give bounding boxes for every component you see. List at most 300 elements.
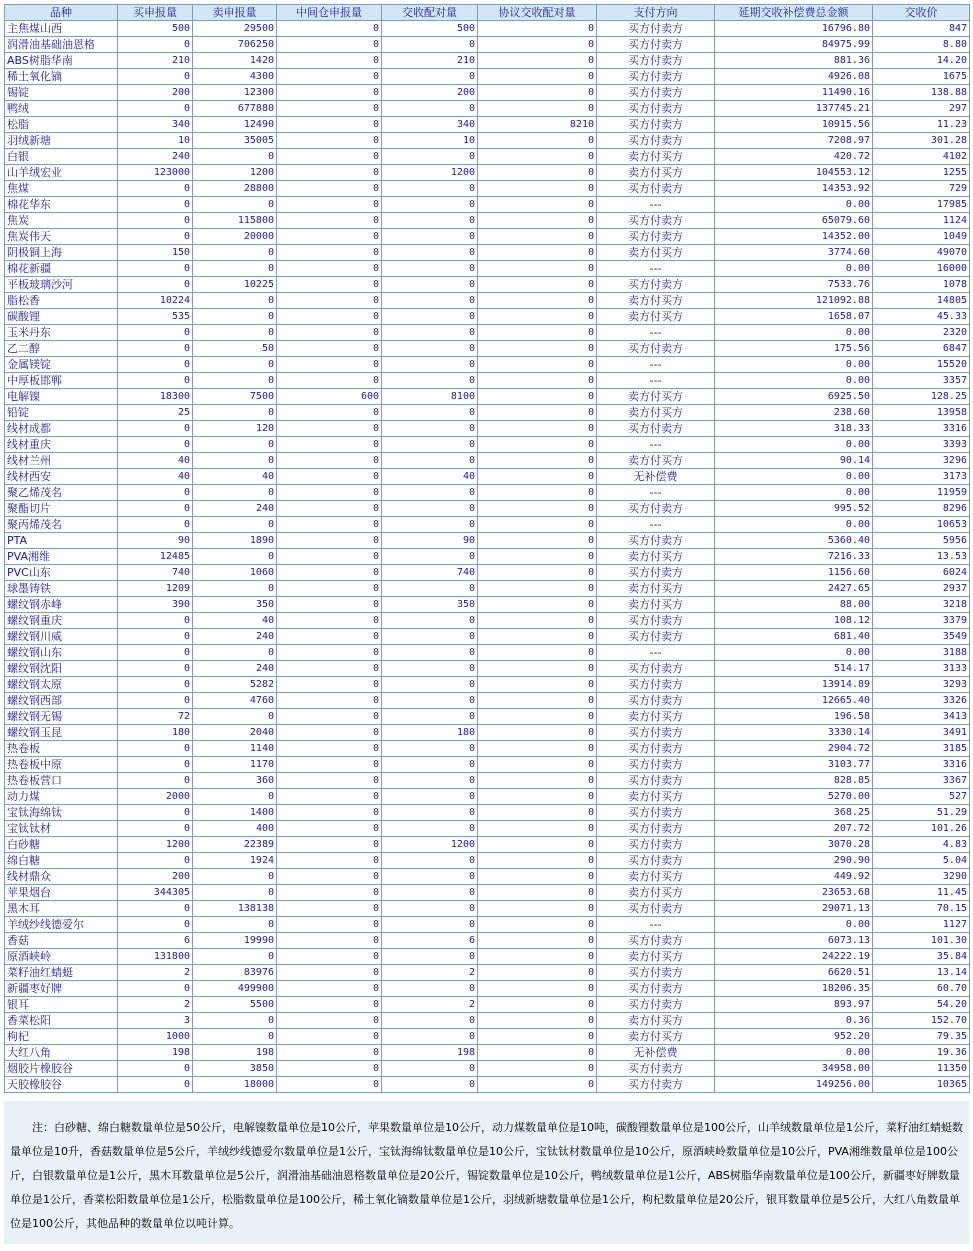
- cell-match-qty: 0: [382, 901, 478, 917]
- cell-sell-qty: 4760: [193, 693, 277, 709]
- cell-payment-direction: 买方付卖方: [597, 725, 715, 741]
- cell-middle-qty: 0: [277, 581, 382, 597]
- cell-buy-qty: 200: [118, 869, 193, 885]
- cell-agreement-qty: 0: [478, 1029, 597, 1045]
- cell-sell-qty: 115800: [193, 213, 277, 229]
- cell-sell-qty: 1170: [193, 757, 277, 773]
- cell-buy-qty: 200: [118, 85, 193, 101]
- cell-middle-qty: 0: [277, 565, 382, 581]
- cell-middle-qty: 0: [277, 549, 382, 565]
- cell-variety: 银耳: [5, 997, 118, 1013]
- cell-match-qty: 0: [382, 245, 478, 261]
- cell-variety: 螺纹钢川威: [5, 629, 118, 645]
- cell-agreement-qty: 0: [478, 85, 597, 101]
- cell-sell-qty: 0: [193, 437, 277, 453]
- cell-sell-qty: 3850: [193, 1061, 277, 1077]
- cell-match-qty: 0: [382, 69, 478, 85]
- cell-buy-qty: 180: [118, 725, 193, 741]
- cell-sell-qty: 0: [193, 357, 277, 373]
- cell-compensation: 11490.16: [715, 85, 873, 101]
- cell-variety: 螺纹钢太原: [5, 677, 118, 693]
- cell-payment-direction: 卖方付买方: [597, 309, 715, 325]
- cell-agreement-qty: 0: [478, 309, 597, 325]
- cell-sell-qty: 1890: [193, 533, 277, 549]
- cell-sell-qty: 240: [193, 501, 277, 517]
- cell-compensation: 0.00: [715, 325, 873, 341]
- cell-compensation: 6925.50: [715, 389, 873, 405]
- cell-buy-qty: 25: [118, 405, 193, 421]
- cell-buy-qty: 0: [118, 277, 193, 293]
- cell-agreement-qty: 0: [478, 37, 597, 53]
- cell-match-qty: 0: [382, 1061, 478, 1077]
- cell-match-qty: 0: [382, 773, 478, 789]
- cell-match-qty: 0: [382, 853, 478, 869]
- cell-agreement-qty: 0: [478, 581, 597, 597]
- cell-buy-qty: 2: [118, 965, 193, 981]
- cell-middle-qty: 0: [277, 949, 382, 965]
- cell-middle-qty: 0: [277, 725, 382, 741]
- delivery-table: [4, 4, 970, 1093]
- cell-agreement-qty: 0: [478, 149, 597, 165]
- cell-match-qty: 0: [382, 1013, 478, 1029]
- cell-variety: 线材兰州: [5, 453, 118, 469]
- table-row: [5, 757, 970, 773]
- cell-payment-direction: 买方付卖方: [597, 277, 715, 293]
- cell-match-qty: 0: [382, 293, 478, 309]
- cell-middle-qty: 0: [277, 1045, 382, 1061]
- cell-agreement-qty: 0: [478, 837, 597, 853]
- cell-middle-qty: 0: [277, 357, 382, 373]
- cell-agreement-qty: 0: [478, 677, 597, 693]
- cell-match-qty: 0: [382, 357, 478, 373]
- cell-payment-direction: 买方付卖方: [597, 21, 715, 37]
- cell-middle-qty: 0: [277, 165, 382, 181]
- cell-middle-qty: 0: [277, 997, 382, 1013]
- cell-payment-direction: 买方付卖方: [597, 101, 715, 117]
- cell-agreement-qty: 0: [478, 69, 597, 85]
- cell-delivery-price: 13958: [873, 405, 970, 421]
- cell-match-qty: 0: [382, 453, 478, 469]
- cell-sell-qty: 240: [193, 661, 277, 677]
- table-row: [5, 213, 970, 229]
- cell-variety: 平板玻璃沙河: [5, 277, 118, 293]
- cell-middle-qty: 0: [277, 149, 382, 165]
- table-row: [5, 1077, 970, 1093]
- cell-variety: PVC山东: [5, 565, 118, 581]
- cell-buy-qty: 0: [118, 757, 193, 773]
- cell-middle-qty: 0: [277, 213, 382, 229]
- cell-sell-qty: 706250: [193, 37, 277, 53]
- cell-match-qty: 0: [382, 1029, 478, 1045]
- cell-middle-qty: 0: [277, 645, 382, 661]
- cell-payment-direction: 买方付卖方: [597, 661, 715, 677]
- cell-compensation: 0.00: [715, 373, 873, 389]
- cell-agreement-qty: 0: [478, 277, 597, 293]
- col-header-sell-qty: 卖申报量: [193, 5, 277, 21]
- cell-payment-direction: ---: [597, 325, 715, 341]
- cell-sell-qty: 40: [193, 469, 277, 485]
- cell-sell-qty: 120: [193, 421, 277, 437]
- cell-match-qty: 740: [382, 565, 478, 581]
- cell-agreement-qty: 0: [478, 789, 597, 805]
- table-row: [5, 277, 970, 293]
- cell-agreement-qty: 0: [478, 341, 597, 357]
- cell-buy-qty: 0: [118, 693, 193, 709]
- table-row: [5, 501, 970, 517]
- cell-payment-direction: 买方付卖方: [597, 757, 715, 773]
- cell-agreement-qty: 0: [478, 181, 597, 197]
- cell-compensation: 88.00: [715, 597, 873, 613]
- cell-compensation: 7208.97: [715, 133, 873, 149]
- cell-sell-qty: 198: [193, 1045, 277, 1061]
- cell-delivery-price: 729: [873, 181, 970, 197]
- cell-middle-qty: 0: [277, 261, 382, 277]
- table-row: [5, 149, 970, 165]
- cell-delivery-price: 1127: [873, 917, 970, 933]
- cell-sell-qty: 0: [193, 789, 277, 805]
- cell-variety: PTA: [5, 533, 118, 549]
- table-row: [5, 389, 970, 405]
- cell-buy-qty: 0: [118, 661, 193, 677]
- cell-delivery-price: 45.33: [873, 309, 970, 325]
- cell-sell-qty: 0: [193, 405, 277, 421]
- cell-buy-qty: 0: [118, 501, 193, 517]
- cell-sell-qty: 400: [193, 821, 277, 837]
- cell-compensation: 893.97: [715, 997, 873, 1013]
- cell-payment-direction: 卖方付买方: [597, 453, 715, 469]
- cell-delivery-price: 3218: [873, 597, 970, 613]
- cell-buy-qty: 150: [118, 245, 193, 261]
- cell-payment-direction: 买方付卖方: [597, 133, 715, 149]
- cell-agreement-qty: 0: [478, 101, 597, 117]
- cell-agreement-qty: 0: [478, 453, 597, 469]
- cell-delivery-price: 16000: [873, 261, 970, 277]
- cell-sell-qty: 0: [193, 293, 277, 309]
- cell-sell-qty: 5282: [193, 677, 277, 693]
- cell-sell-qty: 7500: [193, 389, 277, 405]
- cell-compensation: 0.00: [715, 357, 873, 373]
- cell-payment-direction: ---: [597, 197, 715, 213]
- cell-match-qty: 6: [382, 933, 478, 949]
- table-row: [5, 373, 970, 389]
- cell-variety: 香菇: [5, 933, 118, 949]
- table-row: [5, 197, 970, 213]
- cell-match-qty: 0: [382, 277, 478, 293]
- cell-middle-qty: 0: [277, 613, 382, 629]
- cell-compensation: 149256.00: [715, 1077, 873, 1093]
- cell-match-qty: 0: [382, 37, 478, 53]
- cell-variety: 聚酯切片: [5, 501, 118, 517]
- cell-agreement-qty: 0: [478, 437, 597, 453]
- cell-payment-direction: ---: [597, 485, 715, 501]
- cell-compensation: 121092.88: [715, 293, 873, 309]
- table-row: [5, 421, 970, 437]
- cell-match-qty: 0: [382, 437, 478, 453]
- cell-delivery-price: 301.28: [873, 133, 970, 149]
- cell-agreement-qty: 0: [478, 133, 597, 149]
- cell-compensation: 13914.89: [715, 677, 873, 693]
- cell-variety: 动力煤: [5, 789, 118, 805]
- cell-buy-qty: 500: [118, 21, 193, 37]
- cell-sell-qty: 35005: [193, 133, 277, 149]
- cell-compensation: 175.56: [715, 341, 873, 357]
- cell-sell-qty: 29500: [193, 21, 277, 37]
- cell-variety: 焦炭伟天: [5, 229, 118, 245]
- cell-match-qty: 0: [382, 405, 478, 421]
- cell-match-qty: 0: [382, 693, 478, 709]
- cell-buy-qty: 0: [118, 901, 193, 917]
- table-row: [5, 597, 970, 613]
- cell-match-qty: 0: [382, 101, 478, 117]
- cell-delivery-price: 60.70: [873, 981, 970, 997]
- cell-match-qty: 0: [382, 501, 478, 517]
- cell-variety: 碳酸锂: [5, 309, 118, 325]
- cell-buy-qty: 0: [118, 853, 193, 869]
- cell-buy-qty: 344305: [118, 885, 193, 901]
- cell-variety: 脂松香: [5, 293, 118, 309]
- cell-delivery-price: 2937: [873, 581, 970, 597]
- cell-middle-qty: 0: [277, 501, 382, 517]
- cell-agreement-qty: 0: [478, 245, 597, 261]
- cell-buy-qty: 6: [118, 933, 193, 949]
- table-row: [5, 117, 970, 133]
- cell-compensation: 952.20: [715, 1029, 873, 1045]
- cell-buy-qty: 0: [118, 629, 193, 645]
- cell-sell-qty: 12300: [193, 85, 277, 101]
- cell-match-qty: 0: [382, 421, 478, 437]
- cell-middle-qty: 0: [277, 853, 382, 869]
- cell-middle-qty: 0: [277, 1013, 382, 1029]
- cell-compensation: 290.90: [715, 853, 873, 869]
- cell-compensation: 196.58: [715, 709, 873, 725]
- cell-delivery-price: 1675: [873, 69, 970, 85]
- cell-variety: 大红八角: [5, 1045, 118, 1061]
- cell-variety: 原酒峡岭: [5, 949, 118, 965]
- cell-middle-qty: 0: [277, 229, 382, 245]
- cell-delivery-price: 1124: [873, 213, 970, 229]
- cell-compensation: 3774.60: [715, 245, 873, 261]
- cell-payment-direction: 卖方付买方: [597, 581, 715, 597]
- cell-buy-qty: 0: [118, 1061, 193, 1077]
- cell-buy-qty: 90: [118, 533, 193, 549]
- table-row: [5, 821, 970, 837]
- cell-match-qty: 0: [382, 149, 478, 165]
- cell-delivery-price: 152.70: [873, 1013, 970, 1029]
- cell-variety: 线材重庆: [5, 437, 118, 453]
- cell-variety: PVA湘维: [5, 549, 118, 565]
- cell-sell-qty: 1060: [193, 565, 277, 581]
- cell-buy-qty: 0: [118, 917, 193, 933]
- cell-agreement-qty: 0: [478, 485, 597, 501]
- cell-variety: 铅锭: [5, 405, 118, 421]
- cell-compensation: 6620.51: [715, 965, 873, 981]
- table-row: [5, 165, 970, 181]
- cell-delivery-price: 54.20: [873, 997, 970, 1013]
- cell-middle-qty: 0: [277, 341, 382, 357]
- cell-middle-qty: 0: [277, 37, 382, 53]
- table-row: [5, 69, 970, 85]
- cell-variety: 线材成都: [5, 421, 118, 437]
- cell-agreement-qty: 0: [478, 549, 597, 565]
- col-header-delivery-price: 交收价: [873, 5, 970, 21]
- col-header-middle-qty: 中间仓申报量: [277, 5, 382, 21]
- table-row: [5, 773, 970, 789]
- header-row: [5, 5, 970, 21]
- cell-delivery-price: 10653: [873, 517, 970, 533]
- cell-compensation: 3070.28: [715, 837, 873, 853]
- cell-agreement-qty: 0: [478, 325, 597, 341]
- cell-middle-qty: 0: [277, 869, 382, 885]
- cell-compensation: 5360.40: [715, 533, 873, 549]
- cell-payment-direction: 卖方付买方: [597, 165, 715, 181]
- cell-buy-qty: 0: [118, 261, 193, 277]
- table-row: [5, 1061, 970, 1077]
- cell-compensation: 10915.56: [715, 117, 873, 133]
- table-row: [5, 965, 970, 981]
- cell-match-qty: 0: [382, 197, 478, 213]
- cell-compensation: 0.00: [715, 469, 873, 485]
- cell-payment-direction: 买方付卖方: [597, 1061, 715, 1077]
- cell-delivery-price: 4102: [873, 149, 970, 165]
- table-row: [5, 309, 970, 325]
- cell-match-qty: 0: [382, 981, 478, 997]
- cell-compensation: 1156.60: [715, 565, 873, 581]
- cell-match-qty: 2: [382, 965, 478, 981]
- cell-buy-qty: 0: [118, 69, 193, 85]
- cell-delivery-price: 13.14: [873, 965, 970, 981]
- cell-agreement-qty: 0: [478, 709, 597, 725]
- table-row: [5, 661, 970, 677]
- cell-agreement-qty: 0: [478, 981, 597, 997]
- cell-delivery-price: 847: [873, 21, 970, 37]
- cell-compensation: 4926.08: [715, 69, 873, 85]
- cell-payment-direction: 买方付卖方: [597, 677, 715, 693]
- cell-compensation: 1658.07: [715, 309, 873, 325]
- table-row: [5, 645, 970, 661]
- cell-agreement-qty: 0: [478, 213, 597, 229]
- cell-buy-qty: 0: [118, 357, 193, 373]
- cell-buy-qty: 131800: [118, 949, 193, 965]
- cell-delivery-price: 128.25: [873, 389, 970, 405]
- cell-agreement-qty: 0: [478, 197, 597, 213]
- cell-sell-qty: 50: [193, 341, 277, 357]
- cell-buy-qty: 0: [118, 485, 193, 501]
- cell-payment-direction: 买方付卖方: [597, 805, 715, 821]
- cell-agreement-qty: 0: [478, 725, 597, 741]
- col-header-agreement-qty: 协议交收配对量: [478, 5, 597, 21]
- cell-payment-direction: 卖方付买方: [597, 405, 715, 421]
- cell-delivery-price: 3290: [873, 869, 970, 885]
- cell-sell-qty: 1924: [193, 853, 277, 869]
- cell-payment-direction: 卖方付买方: [597, 869, 715, 885]
- cell-compensation: 0.36: [715, 1013, 873, 1029]
- cell-buy-qty: 210: [118, 53, 193, 69]
- table-row: [5, 677, 970, 693]
- cell-agreement-qty: 0: [478, 821, 597, 837]
- cell-middle-qty: 0: [277, 181, 382, 197]
- cell-match-qty: 0: [382, 261, 478, 277]
- cell-variety: 棉花新疆: [5, 261, 118, 277]
- cell-agreement-qty: 0: [478, 901, 597, 917]
- cell-middle-qty: 0: [277, 101, 382, 117]
- cell-variety: 聚乙烯茂名: [5, 485, 118, 501]
- table-row: [5, 261, 970, 277]
- cell-compensation: 995.52: [715, 501, 873, 517]
- cell-middle-qty: 0: [277, 293, 382, 309]
- cell-variety: 枸杞: [5, 1029, 118, 1045]
- cell-sell-qty: 240: [193, 629, 277, 645]
- cell-agreement-qty: 0: [478, 741, 597, 757]
- cell-sell-qty: 138138: [193, 901, 277, 917]
- table-row: [5, 357, 970, 373]
- table-row: [5, 453, 970, 469]
- cell-agreement-qty: 0: [478, 933, 597, 949]
- cell-variety: 玉米丹东: [5, 325, 118, 341]
- cell-sell-qty: 40: [193, 613, 277, 629]
- cell-middle-qty: 0: [277, 677, 382, 693]
- cell-agreement-qty: 0: [478, 805, 597, 821]
- cell-compensation: 29071.13: [715, 901, 873, 917]
- cell-middle-qty: 0: [277, 917, 382, 933]
- cell-agreement-qty: 0: [478, 517, 597, 533]
- cell-match-qty: 2: [382, 997, 478, 1013]
- cell-payment-direction: 买方付卖方: [597, 853, 715, 869]
- cell-payment-direction: ---: [597, 517, 715, 533]
- cell-buy-qty: 0: [118, 197, 193, 213]
- cell-compensation: 2427.65: [715, 581, 873, 597]
- cell-match-qty: 0: [382, 677, 478, 693]
- cell-delivery-price: 11.45: [873, 885, 970, 901]
- cell-agreement-qty: 8210: [478, 117, 597, 133]
- cell-buy-qty: 0: [118, 613, 193, 629]
- cell-agreement-qty: 0: [478, 1045, 597, 1061]
- cell-delivery-price: 19.36: [873, 1045, 970, 1061]
- cell-buy-qty: 2000: [118, 789, 193, 805]
- cell-match-qty: 0: [382, 789, 478, 805]
- cell-delivery-price: 6024: [873, 565, 970, 581]
- cell-delivery-price: 3188: [873, 645, 970, 661]
- cell-delivery-price: 51.29: [873, 805, 970, 821]
- cell-variety: 热卷板中原: [5, 757, 118, 773]
- cell-compensation: 449.92: [715, 869, 873, 885]
- cell-delivery-price: 297: [873, 101, 970, 117]
- table-row: [5, 549, 970, 565]
- cell-match-qty: 0: [382, 869, 478, 885]
- cell-middle-qty: 0: [277, 437, 382, 453]
- cell-variety: 羽绒新塘: [5, 133, 118, 149]
- cell-delivery-price: 8296: [873, 501, 970, 517]
- cell-middle-qty: 0: [277, 21, 382, 37]
- cell-middle-qty: 0: [277, 709, 382, 725]
- cell-buy-qty: 0: [118, 821, 193, 837]
- cell-buy-qty: 740: [118, 565, 193, 581]
- cell-sell-qty: 0: [193, 709, 277, 725]
- cell-match-qty: 0: [382, 949, 478, 965]
- cell-sell-qty: 1400: [193, 805, 277, 821]
- cell-agreement-qty: 0: [478, 1077, 597, 1093]
- cell-match-qty: 198: [382, 1045, 478, 1061]
- cell-sell-qty: 0: [193, 869, 277, 885]
- cell-delivery-price: 101.30: [873, 933, 970, 949]
- cell-agreement-qty: 0: [478, 357, 597, 373]
- cell-middle-qty: 0: [277, 629, 382, 645]
- cell-compensation: 6073.13: [715, 933, 873, 949]
- table-row: [5, 37, 970, 53]
- cell-agreement-qty: 0: [478, 773, 597, 789]
- cell-sell-qty: 0: [193, 581, 277, 597]
- cell-sell-qty: 5500: [193, 997, 277, 1013]
- cell-sell-qty: 350: [193, 597, 277, 613]
